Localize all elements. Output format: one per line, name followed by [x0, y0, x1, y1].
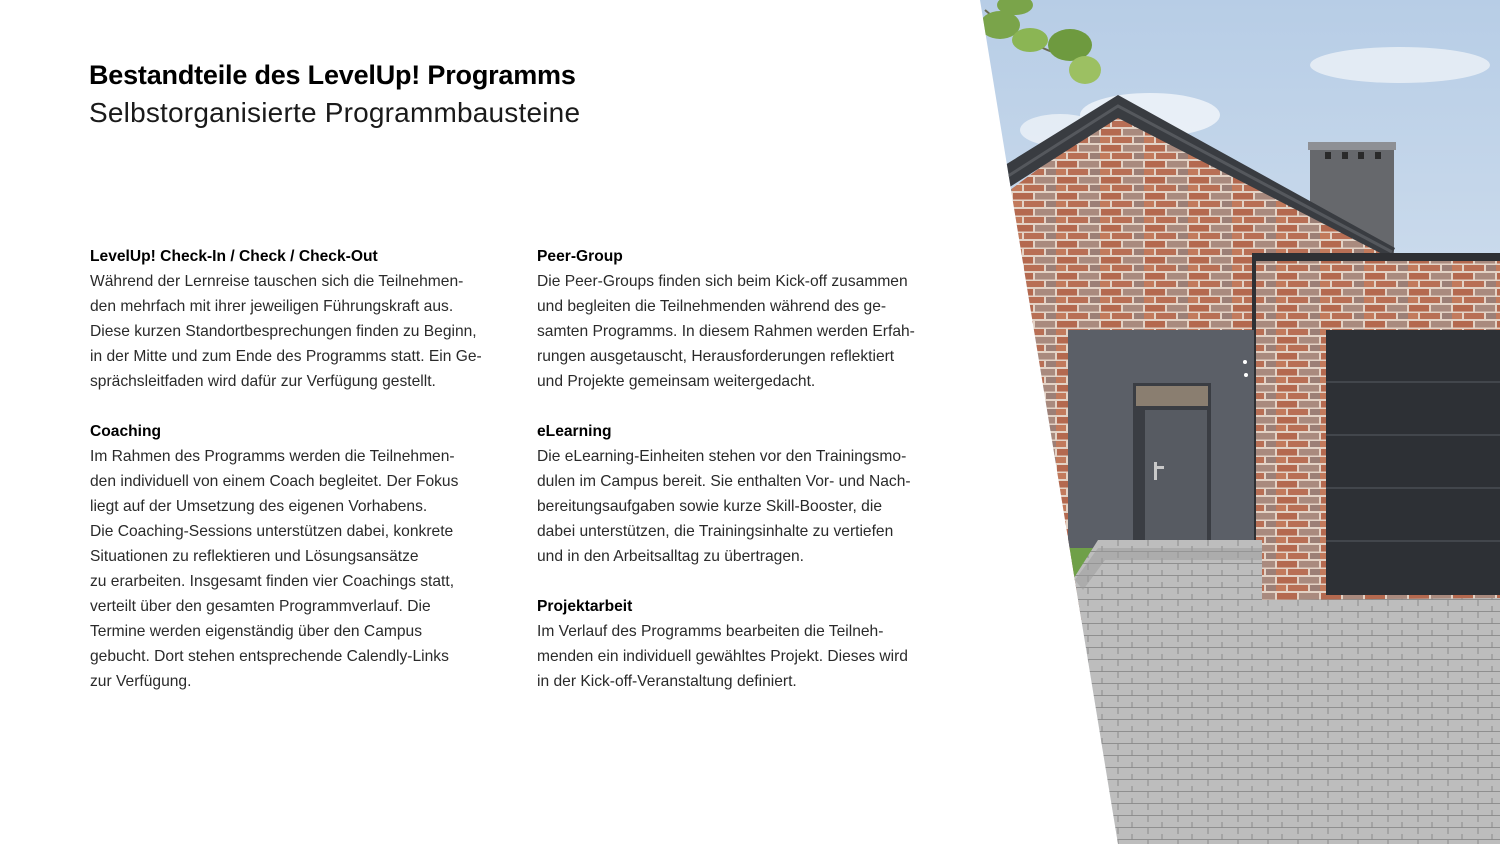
section-text-line: den individuell von einem Coach begleitet. Der Fokus [90, 473, 459, 490]
section-text-line: menden ein individuell gewähltes Projekt. Dieses wird [537, 648, 908, 665]
section-text-line: bereitungsaufgaben sowie kurze Skill-Booster, die [537, 498, 882, 515]
section-text-line: Im Rahmen des Programms werden die Teilnehmen- [90, 448, 455, 465]
section-text-line: Situationen zu reflektieren und Lösungsansätze [90, 548, 419, 565]
section-text-line: Die Coaching-Sessions unterstützen dabei, konkrete [90, 523, 454, 540]
section-text-line: und in den Arbeitsalltag zu übertragen. [537, 548, 805, 565]
section-text-line: verteilt über den gesamten Programmverlauf. Die [90, 598, 431, 615]
section-text-line: Die Peer-Groups finden sich beim Kick-off zusammen [537, 273, 908, 290]
section-heading: eLearning [537, 423, 612, 440]
section-text-line: in der Mitte und zum Ende des Programms statt. Ein Ge- [90, 348, 482, 365]
section-text-line: samten Programms. In diesem Rahmen werden Erfah- [537, 323, 915, 340]
section-text-line: und begleiten die Teilnehmenden während des ge- [537, 298, 887, 315]
section-text-line: Termine werden eigenständig über den Campus [90, 623, 422, 640]
section-text-line: dulen im Campus bereit. Sie enthalten Vor- und Nach- [537, 473, 911, 490]
section-text-line: Im Verlauf des Programms bearbeiten die Teilneh- [537, 623, 884, 640]
section-heading: Coaching [90, 423, 162, 440]
section-heading: Projektarbeit [537, 598, 633, 615]
page-subtitle: Selbstorganisierte Programmbausteine [89, 97, 581, 128]
section-text-line: sprächsleitfaden wird dafür zur Verfügung gestellt. [90, 373, 436, 390]
section-text-line: Die eLearning-Einheiten stehen vor den Trainingsmo- [537, 448, 907, 465]
section-heading: Peer-Group [537, 248, 623, 265]
section-text-line: zur Verfügung. [90, 673, 192, 690]
section-text-line: und Projekte gemeinsam weitergedacht. [537, 373, 816, 390]
section-text-line: zu erarbeiten. Insgesamt finden vier Coachings statt, [90, 573, 455, 590]
section-text-line: liegt auf der Umsetzung des eigenen Vorhabens. [90, 498, 428, 515]
section-text-line: in der Kick-off-Veranstaltung definiert. [537, 673, 797, 690]
section-text-line: gebucht. Dort stehen entsprechende Calendly-Links [90, 648, 449, 665]
section-text-line: Während der Lernreise tauschen sich die Teilnehmen- [90, 273, 464, 290]
section-heading: LevelUp! Check-In / Check / Check-Out [90, 248, 378, 265]
section-text-line: Diese kurzen Standortbesprechungen finden zu Beginn, [90, 323, 477, 340]
page-title: Bestandteile des LevelUp! Programms [89, 60, 576, 90]
cloud [1310, 47, 1490, 83]
section-text-line: den mehrfach mit ihrer jeweiligen Führungskraft aus. [90, 298, 454, 315]
section-text-line: dabei unterstützen, die Trainingsinhalte zu vertiefen [537, 523, 894, 540]
garage-door [1326, 330, 1500, 595]
section-text-line: rungen ausgetauscht, Herausforderungen reflektiert [537, 348, 895, 365]
